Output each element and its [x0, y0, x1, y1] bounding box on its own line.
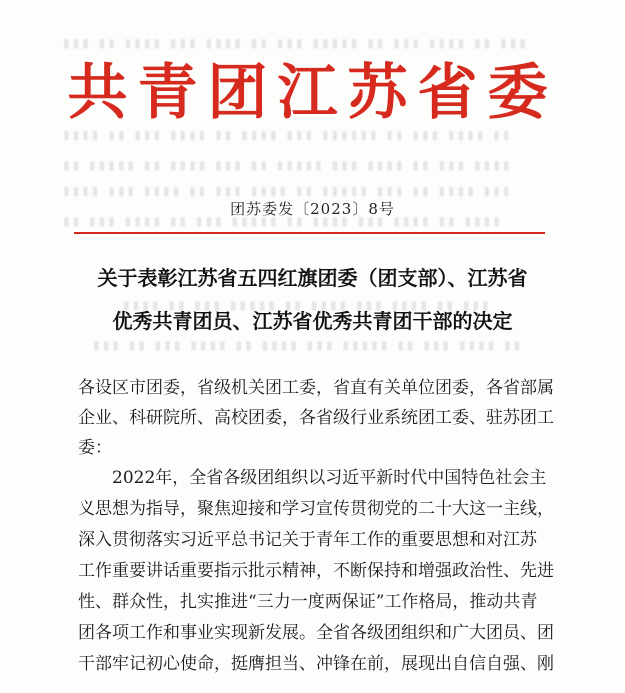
- bleed-through-texture: ▮▮▮ ▮▮ ▮▮▮▮ ▮▮▮ ▮▮ ▮▮▮▮▮ ▮▮▮ ▮▮ ▮▮▮▮ ▮▮▮ ▮▮▮▮ ▮▮ ▮▮▮: [60, 36, 526, 50]
- paragraph-line: 工作重要讲话重要指示批示精神，不断保持和增强政治性、先进: [78, 561, 554, 581]
- paragraph-line: 义思想为指导，聚焦迎接和学习宣传贯彻党的二十大这一主线，: [78, 499, 554, 519]
- paragraph-line: 深入贯彻落实习近平总书记关于青年工作的重要思想和对江苏: [78, 530, 537, 550]
- bleed-through-texture: ▮▮▮▮ ▮▮ ▮▮▮▮ ▮▮▮ ▮▮▮▮ ▮▮ ▮▮▮▮▮ ▮▮▮ ▮▮ ▮▮▮▮ ▮▮▮ ▮▮: [60, 214, 500, 228]
- document-title-line: 优秀共青团员、江苏省优秀共青团干部的决定: [112, 309, 513, 333]
- issuer-masthead: 共青团江苏省委: [67, 58, 558, 128]
- document-title-line: 关于表彰江苏省五四红旗团委（团支部）、江苏省: [97, 266, 528, 290]
- salutation-line: 委：: [78, 438, 112, 458]
- paragraph-line: 2022年，全省各级团组织以习近平新时代中国特色社会主: [112, 468, 547, 488]
- bleed-through-texture: ▮▮▮ ▮▮▮▮ ▮▮ ▮▮▮ ▮▮▮▮▮ ▮▮ ▮▮▮▮ ▮▮▮ ▮▮ ▮▮▮▮ ▮▮▮ ▮▮▮▮: [60, 184, 510, 198]
- bleed-through-texture: ▮▮ ▮▮▮▮ ▮▮▮ ▮▮ ▮▮▮▮▮ ▮▮▮ ▮▮▮▮ ▮▮ ▮▮▮▮ ▮▮▮ ▮▮ ▮▮▮: [90, 338, 521, 352]
- red-divider-line: [74, 232, 545, 234]
- salutation-line: 企业、科研院所、高校团委，各省级行业系统团工委、驻苏团工: [78, 408, 554, 428]
- bleed-through-texture: ▮▮▮▮ ▮▮▮ ▮▮ ▮▮▮▮ ▮▮▮ ▮▮▮▮▮ ▮▮ ▮▮▮ ▮▮▮▮ ▮▮ ▮▮▮▮▮ ▮▮: [60, 158, 510, 172]
- salutation-line: 各设区市团委，省级机关团工委，省直有关单位团委，各省部属: [78, 378, 554, 398]
- document-number: 团苏委发〔2023〕8号: [230, 200, 395, 218]
- paragraph-line: 团各项工作和事业实现新发展。全省各级团组织和广大团员、团: [78, 623, 554, 643]
- paragraph-line: 性、群众性，扎实推进“三力一度两保证”工作格局，推动共青: [78, 592, 538, 612]
- paragraph-line: 干部牢记初心使命，挺膺担当、冲锋在前，展现出自信自强、刚: [78, 654, 554, 674]
- bleed-through-texture: ▮▮ ▮▮▮▮ ▮▮▮ ▮▮ ▮▮▮▮▮▮ ▮▮▮ ▮▮▮▮ ▮▮ ▮▮▮▮ ▮▮▮ ▮▮ ▮▮▮▮: [60, 128, 510, 142]
- bleed-through-texture: ▮▮▮ ▮▮ ▮▮▮▮ ▮▮▮ ▮▮▮▮ ▮▮ ▮▮▮▮▮ ▮▮▮ ▮▮ ▮▮▮▮: [120, 298, 489, 312]
